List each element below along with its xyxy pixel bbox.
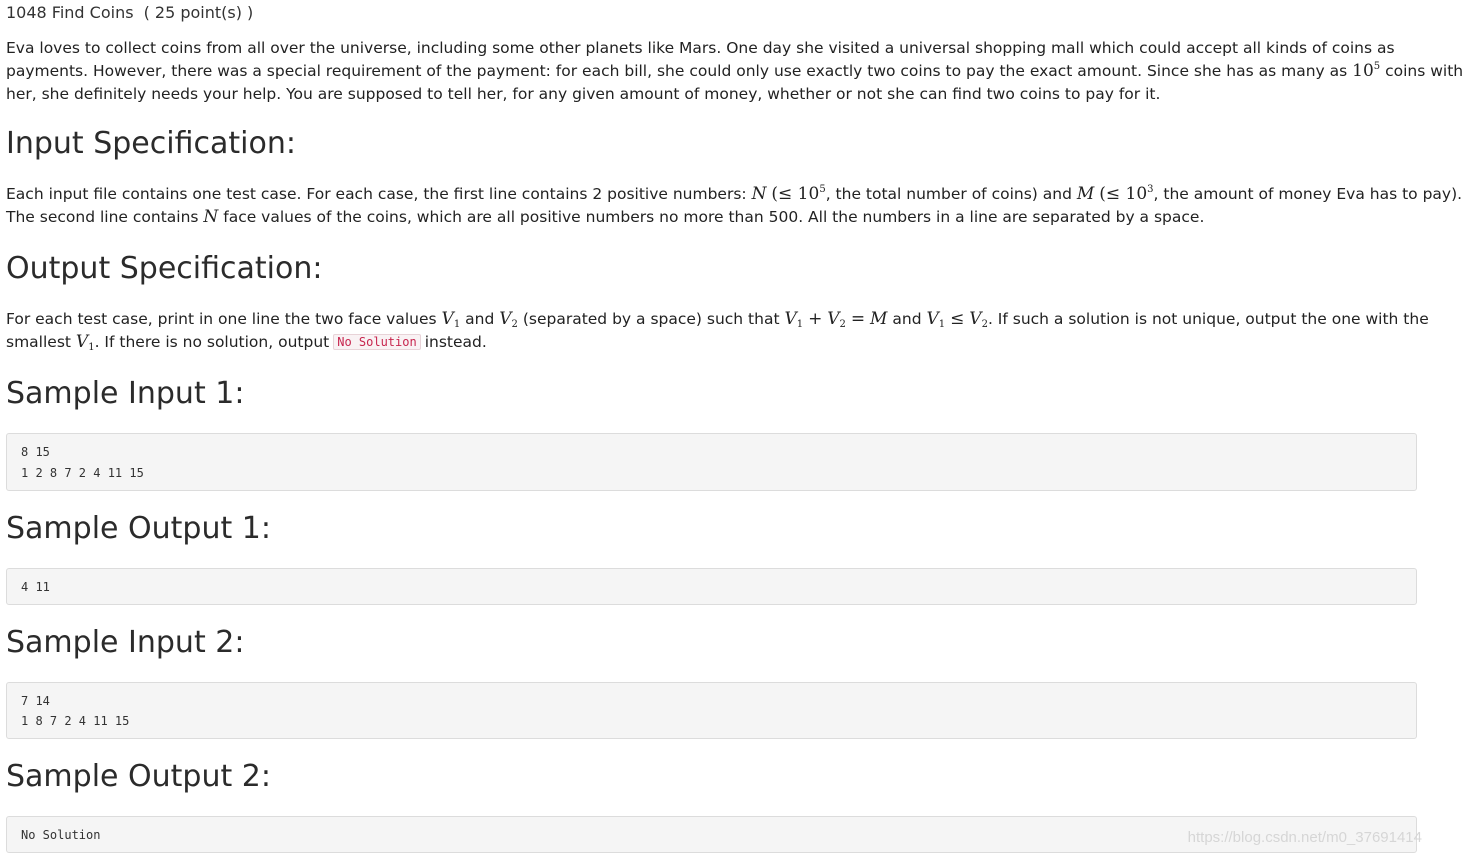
csdn-watermark: https://blog.csdn.net/m0_37691414 [1187, 829, 1422, 846]
sample-input-1-block[interactable] [6, 433, 1417, 491]
sample-input-1-heading: Sample Input 1: [6, 376, 245, 411]
code-line: No Solution [21, 828, 101, 842]
sample-output-1-block[interactable] [6, 568, 1417, 605]
description-line: payments. However, there was a special requirement of the payment: for each bill, she could only use exactly two coins to pay the exact amount. Since she has as many as $10^5$ coins with [6, 61, 1463, 81]
code-line: 1 2 8 7 2 4 11 15 [21, 466, 144, 480]
problem-title [6, 2, 253, 24]
problem-description [6, 37, 1463, 106]
description-line: her, she definitely needs your help. You are supposed to tell her, for any given amount of money, whether or not she can find two coins to pay for it. [6, 85, 1161, 103]
problem-name: 1048 Find Coins [6, 3, 134, 22]
code-line: 7 14 [21, 694, 50, 708]
code-line: 1 8 7 2 4 11 15 [21, 714, 130, 728]
sample-input-2-block[interactable] [6, 682, 1417, 739]
sample-input-2-heading: Sample Input 2: [6, 625, 245, 660]
sample-output-1-heading: Sample Output 1: [6, 511, 271, 546]
description-line: Eva loves to collect coins from all over the universe, including some other planets like Mars. One day she visited a universal shopping mall which could accept all kinds of coins as [6, 39, 1395, 57]
sample-output-2-heading: Sample Output 2: [6, 759, 271, 794]
code-line: 8 15 [21, 445, 50, 459]
output-spec-text: For each test case, print in one line the two face values $V_1$ and $V_2$ (separated by a space) such that $V_1 + V_2 = M$ and $V_1 \le V_2$. If such a solution is not unique, output the one with the smallest $V_1$. If there is no solution, output No Solution instead. [6, 309, 1429, 353]
input-spec-text: Each input file contains one test case. For each case, the first line contains 2 positive numbers: N (≤ $10^5$, the total number of coins) and M (≤ $10^3$, the amount of money Eva has to pay). The second line contains N face values of the coins, which are all positive numbers no more than 500. All the numbers in a line are separated by a space. [6, 184, 1463, 227]
no-solution-code: No Solution [333, 334, 420, 350]
output-spec-heading: Output Specification: [6, 251, 323, 286]
problem-points: ( 25 point(s) ) [143, 3, 254, 22]
input-spec-heading: Input Specification: [6, 126, 296, 161]
code-line: 4 11 [21, 580, 50, 594]
